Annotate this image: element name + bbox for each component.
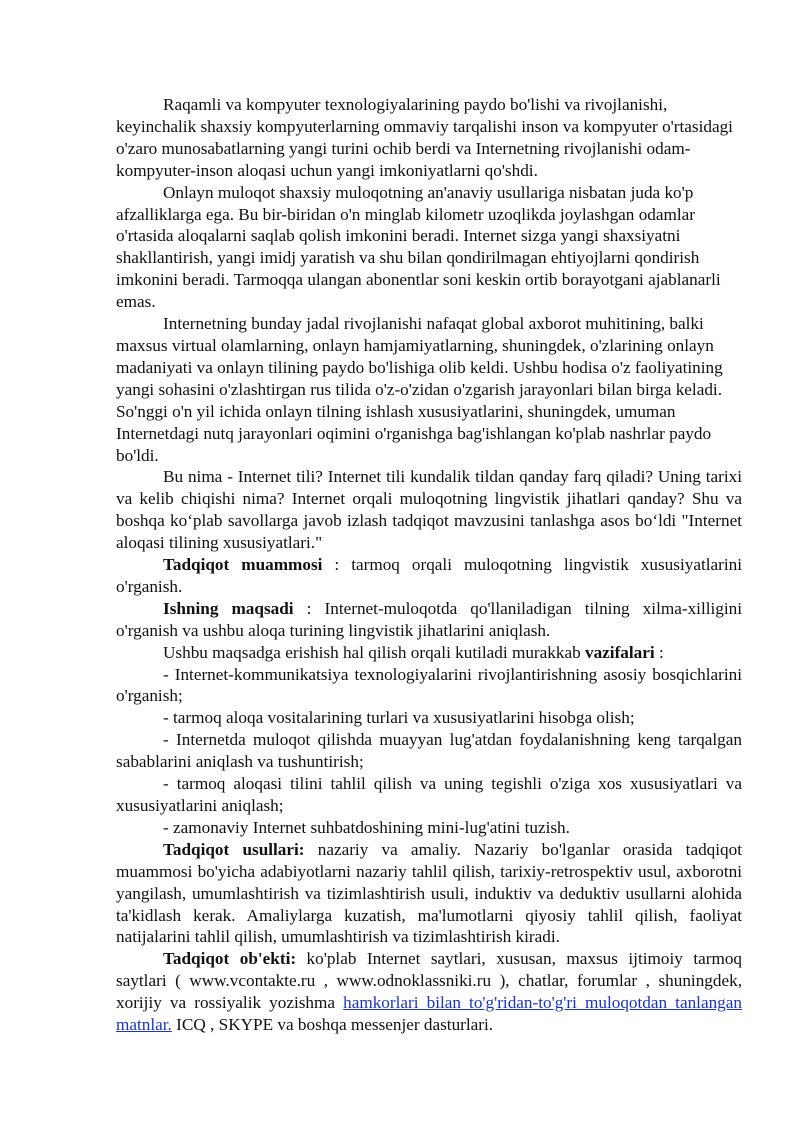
task-item: - tarmoq aloqasi tilini tahlil qilish va uning tegishli o'ziga xos xususiyatlari va xususiyatlarini aniqlash; — [116, 774, 742, 815]
paragraph-research-questions: Bu nima - Internet tili? Internet tili kundalik tildan qanday farq qiladi? Uning tarixi va kelib chiqishi nima? Internet orqali muloqotning lingvistik jihatlari qanday? Shu va boshqa ko‘plab savollarga javob izlash tadqiqot mavzusini tanlashga asos bo‘ldi "Internet aloqasi tilining xususiyatlari." — [116, 467, 742, 553]
paragraph-online-communication: Onlayn muloqot shaxsiy muloqotning an'anaviy usullariga nisbatan juda ko'p afzalliklarga ega. Bu bir-biridan o'n minglab kilometr uzoqlikda joylashgan odamlar o'rtasida aloqalarni saqlab qolish imkonini beradi. Internet sizga yangi shaxsiyatni shakllantirish, yangi imidj yaratish va shu bilan qondirilmagan ehtiyojlarni qondirish imkonini beradi. Tarmoqqa ulangan abonentlar soni keskin ortib borayotgani ajablanarli emas. — [116, 182, 721, 312]
work-goal-text: : Internet-muloqotda qo'llaniladigan tilning xilma-xilligini o'rganish va ushbu aloqa turining lingvistik jihatlarini aniqlash. — [116, 598, 743, 640]
work-goal-heading: Ishning maqsadi — [163, 598, 294, 618]
tasks-heading: vazifalari — [584, 642, 655, 662]
research-object-heading: Tadqiqot ob'ekti: — [163, 949, 297, 969]
paragraph-tasks-intro — [116, 642, 742, 664]
paragraph-internet-development: Internetning bunday jadal rivojlanishi nafaqat global axborot muhitining, balki maxsus virtual olamlarning, onlayn hamjamiyatlarning, shuningdek, o'zlarining onlayn madaniyati va onlayn tilining paydo bo'lishiga olib keldi. Ushbu hodisa o'z faoliyatining yangi sohasini o'zlashtirgan rus tilida o'z-o'zidan o'zgarish jarayonlari bilan birga keladi. So'nggi o'n yil ichida onlayn tilning ishlash xususiyatlarini, shuningdek, umuman Internetdagi nutq jarayonlari oqimini o'rganishga bag'ishlangan ko'plab nashrlar paydo bo'ldi. — [116, 314, 723, 465]
task-item: - tarmoq aloqa vositalarining turlari va xususiyatlarini hisobga olish; — [163, 708, 635, 728]
task-item: - Internetda muloqot qilishda muayyan lug'atdan foydalanishning keng tarqalgan sabablarini aniqlash va tushuntirish; — [116, 730, 742, 772]
research-problem-text: : tarmoq orqali muloqotning lingvistik xususiyatlarini o'rganish. — [116, 555, 742, 596]
paragraph-research-object — [116, 948, 742, 1036]
tasks-intro-text: Ushbu maqsadga erishish hal qilish orqali kutiladi murakkab — [163, 642, 585, 662]
task-item: - zamonaviy Internet suhbatdoshining mini-lug'atini tuzish. — [163, 817, 570, 837]
paragraph-intro: Raqamli va kompyuter texnologiyalarining paydo bo'lishi va rivojlanishi, keyinchalik shaxsiy kompyuterlarning ommaviy tarqalishi inson va kompyuter o'rtasidagi o'zaro munosabatlarning yangi turini ochib berdi va Internetning rivojlanishi odam-kompyuter-inson aloqasi uchun yangi imkoniyatlarni qo'shdi. — [116, 95, 733, 180]
paragraph-work-goal — [116, 598, 742, 642]
texts-link[interactable]: hamkorlari bilan to'g'ridan-to'g'ri muloqotdan tanlangan matnlar. — [116, 993, 742, 1035]
research-object-text: ko'plab Internet saytlari, xususan, maxsus ijtimoiy tarmoq saytlari ( www.vcontakte.ru , www.odnoklassniki.ru ), chatlar, forumlar , shuningdek, xorijiy va rossiyalik yozishma — [116, 949, 743, 1013]
task-item: - Internet-kommunikatsiya texnologiyalarini rivojlantirishning asosiy bosqichlarini o'rganish; — [116, 664, 742, 706]
research-methods-heading: Tadqiqot usullari: — [163, 839, 305, 859]
research-methods-text: nazariy va amaliy. Nazariy bo'lganlar orasida tadqiqot muammosi bo'yicha adabiyotlarni nazariy tahlil qilish, tarixiy-retrospektiv usul, axborotni yangilash, umumlashtirish va tizimlashtirish usuli, induktiv va deduktiv usullarni alohida ta'kidlash kerak. Amaliylarga kuzatish, ma'lumotlarni qiyosiy tahlil qilish, faoliyat natijalarini tahlil qilish, umumlashtirish va tizimlashtirish kiradi. — [116, 839, 742, 947]
paragraph-research-problem — [116, 554, 742, 598]
research-problem-heading: Tadqiqot muammosi — [163, 555, 323, 575]
research-object-tail: ICQ , SKYPE va boshqa messenjer dasturlari. — [171, 1015, 494, 1035]
tasks-intro-tail: : — [654, 642, 664, 662]
paragraph-research-methods — [116, 839, 742, 949]
